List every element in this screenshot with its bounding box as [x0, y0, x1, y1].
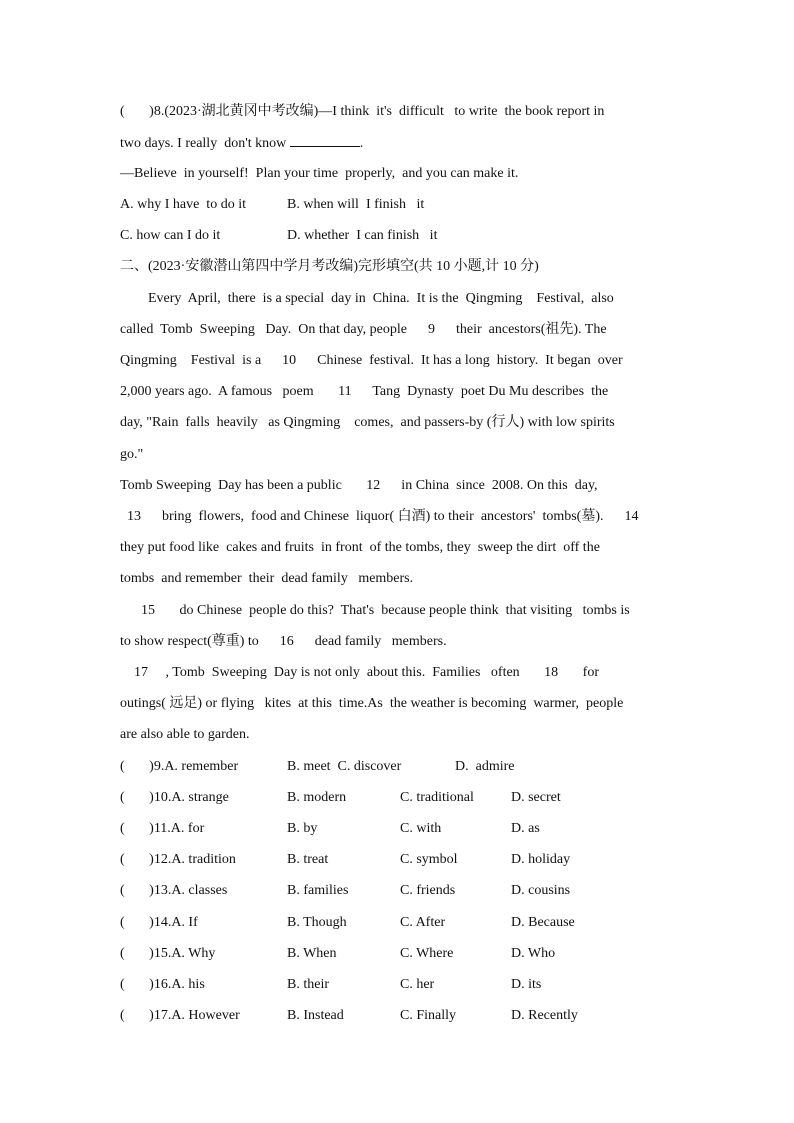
question-number: ( )15.A. Why: [120, 946, 216, 961]
passage-line: called Tomb Sweeping Day. On that day, people 9 their ancestors(祖先). The: [120, 322, 607, 337]
option-c: C. symbol: [400, 852, 458, 867]
option-b: B. Though: [287, 915, 347, 930]
option-d: D. cousins: [511, 883, 571, 898]
passage-line: go.": [120, 447, 144, 462]
q8-stem-line-2: [120, 134, 363, 153]
option-d: D. admire: [455, 759, 515, 774]
passage-line: 2,000 years ago. A famous poem 11 Tang Dynasty poet Du Mu describes the: [120, 384, 609, 399]
section-2-title: 二、(2023·安徽潜山第四中学月考改编)完形填空(共 10 小题,计 10 分): [120, 259, 539, 274]
answer-blank: [290, 134, 360, 147]
question-number: ( )17.A. However: [120, 1008, 240, 1023]
question-number: ( )9.A. remember: [120, 759, 239, 774]
option-d: D. Who: [511, 946, 556, 961]
option-d: D. as: [511, 821, 540, 836]
option-c: C. After: [400, 915, 446, 930]
q8-stem-line-2-text: two days. I really don't know: [120, 136, 290, 151]
option-b: B. their: [287, 977, 329, 992]
option-c: C. her: [400, 977, 435, 992]
passage-line: Every April, there is a special day in China. It is the Qingming Festival, also: [120, 291, 614, 306]
question-number: ( )13.A. classes: [120, 883, 228, 898]
question-number: ( )10.A. strange: [120, 790, 229, 805]
q8-stem-line-1: ( )8.(2023·湖北黄冈中考改编)—I think it's difficult to write the book report in: [120, 104, 605, 119]
passage-line: day, "Rain falls heavily as Qingming comes, and passers-by (行人) with low spirits: [120, 415, 615, 430]
option-b: B. Instead: [287, 1008, 344, 1023]
passage-line: tombs and remember their dead family members.: [120, 571, 414, 586]
passage-line: outings( 远足) or flying kites at this time.As the weather is becoming warmer, people: [120, 696, 624, 711]
option-c: C. Where: [400, 946, 454, 961]
option-c: C. friends: [400, 883, 456, 898]
option-b: B. families: [287, 883, 349, 898]
q8-option-d: D. whether I can finish it: [287, 228, 438, 243]
q8-response-line: —Believe in yourself! Plan your time properly, and you can make it.: [120, 166, 519, 181]
question-number: ( )11.A. for: [120, 821, 205, 836]
q8-option-a: A. why I have to do it: [120, 197, 246, 212]
passage-line: are also able to garden.: [120, 727, 250, 742]
question-number: ( )14.A. If: [120, 915, 198, 930]
option-b: B. meet C. discover: [287, 759, 402, 774]
option-c: C. traditional: [400, 790, 474, 805]
option-c: C. Finally: [400, 1008, 457, 1023]
q8-stem-line-2-end: .: [359, 136, 364, 151]
passage-line: Qingming Festival is a 10 Chinese festival. It has a long history. It began over: [120, 353, 623, 368]
passage-line: 13 bring flowers, food and Chinese liquor( 白酒) to their ancestors' tombs(墓). 14: [120, 509, 639, 524]
option-b: B. treat: [287, 852, 329, 867]
passage-line: 17 , Tomb Sweeping Day is not only about this. Families often 18 for: [120, 665, 600, 680]
q8-option-b: B. when will I finish it: [287, 197, 425, 212]
passage-line: they put food like cakes and fruits in front of the tombs, they sweep the dirt off the: [120, 540, 600, 555]
passage-line: 15 do Chinese people do this? That's because people think that visiting tombs is: [120, 603, 630, 618]
option-b: B. by: [287, 821, 318, 836]
option-d: D. Because: [511, 915, 575, 930]
passage-line: to show respect(尊重) to 16 dead family members.: [120, 634, 447, 649]
option-c: C. with: [400, 821, 442, 836]
option-b: B. When: [287, 946, 337, 961]
question-number: ( )16.A. his: [120, 977, 205, 992]
option-d: D. its: [511, 977, 542, 992]
option-d: D. secret: [511, 790, 561, 805]
option-d: D. holiday: [511, 852, 571, 867]
option-d: D. Recently: [511, 1008, 578, 1023]
question-number: ( )12.A. tradition: [120, 852, 236, 867]
option-b: B. modern: [287, 790, 347, 805]
passage-line: Tomb Sweeping Day has been a public 12 in China since 2008. On this day,: [120, 478, 598, 493]
q8-option-c: C. how can I do it: [120, 228, 221, 243]
